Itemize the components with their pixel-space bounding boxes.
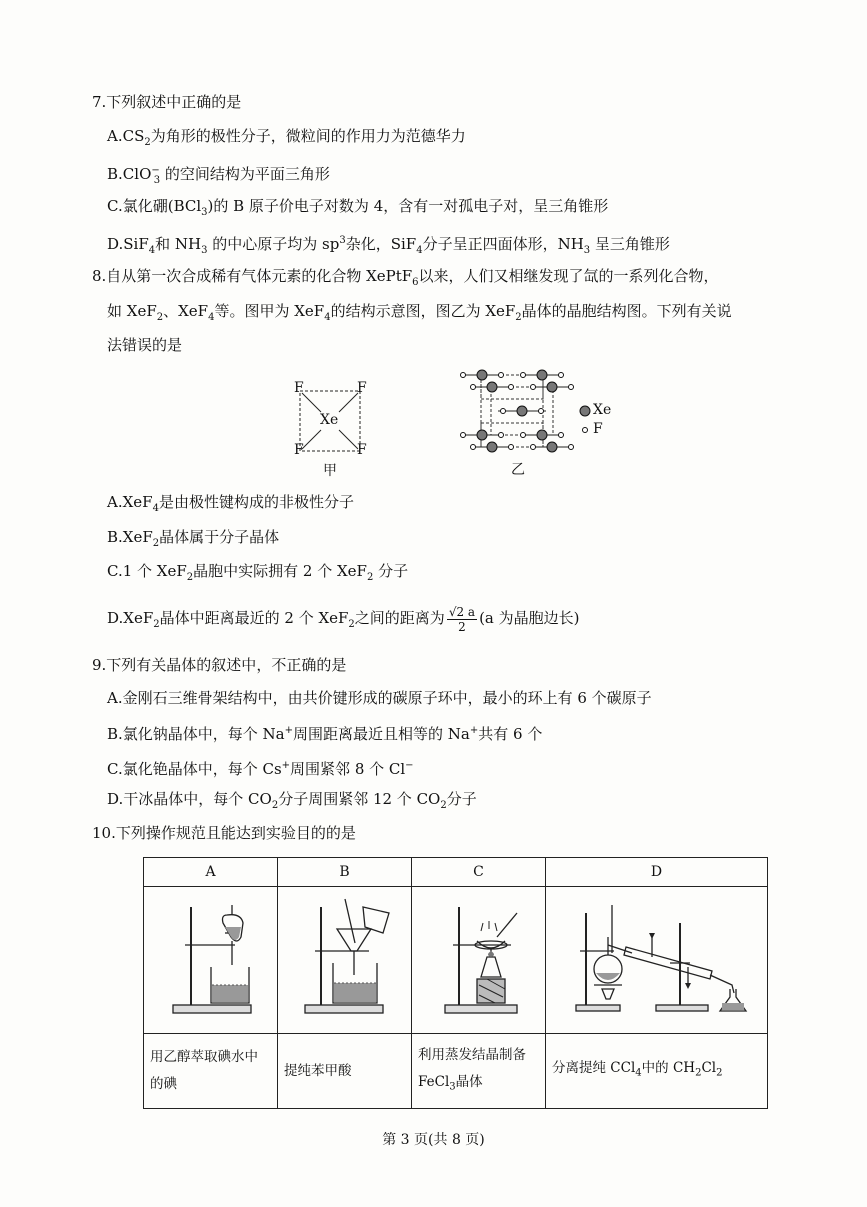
q9-option-a: A.金刚石三维骨架结构中，由共价键形成的碳原子环中，最小的环上有 6 个碳原子 [107, 689, 652, 707]
q8-option-b: B.XeF$_2$晶体属于分子晶体 [107, 528, 280, 549]
caption-c: 利用蒸发结晶制备 FeCl$_3$晶体 [412, 1034, 546, 1109]
q7-option-d: D.SiF$_4$和 $NH_3$ 的中心原子均为 $sp^3$杂化，SiF$_4$分子呈正四面体形，$NH_3$ 呈三角锥形 [107, 235, 670, 256]
q8-option-a: A.XeF$_4$是由极性键构成的非极性分子 [107, 493, 354, 514]
figure-jia-xef4-structure [290, 378, 380, 478]
table-header-row [144, 858, 768, 887]
evaporation-illustration [419, 893, 539, 1023]
distillation-illustration [552, 893, 762, 1023]
q9-stem: 9.下列有关晶体的叙述中，不正确的是 [92, 656, 347, 674]
separatory-funnel-illustration [151, 893, 271, 1023]
q7-option-c: C.氯化硼(BCl$_3$)的 B 原子价电子对数为 4，含有一对孤电子对，呈三角锥形 [107, 197, 609, 218]
q9-option-c: C.氯化铯晶体中，每个 Cs+周围紧邻 8 个 Cl− [107, 760, 414, 778]
q9-option-b: B.氯化钠晶体中，每个 Na+周围距离最近且相等的 Na+共有 6 个 [107, 725, 543, 743]
header-b: B [278, 858, 412, 887]
apparatus-d-distillation [546, 887, 768, 1034]
caption-a: 用乙醇萃取碘水中的碘 [144, 1034, 278, 1109]
q8-stem-line3: 法错误的是 [107, 336, 183, 354]
q8-stem-line2: 如 XeF$_2$、XeF$_4$等。图甲为 XeF$_4$的结构示意图，图乙为 XeF$_2$晶体的晶胞结构图。下列有关说 [107, 302, 732, 323]
page-footer: 第 3 页(共 8 页) [382, 1132, 485, 1148]
q7-option-a: $A.CS_2$为角形的极性分子，微粒间的作用力为范德华力 [107, 127, 466, 148]
apparatus-c-evaporation [412, 887, 546, 1034]
table-caption-row [144, 1034, 768, 1109]
atom-label-f: F [294, 380, 304, 396]
table-image-row [144, 887, 768, 1034]
caption-d: 分离提纯 CCl$_4$中的 $CH_2Cl_2$ [546, 1034, 768, 1109]
distance-fraction: $\frac{√2 a}{2}$ [448, 604, 476, 634]
atom-label-f: F [294, 442, 304, 458]
legend-xe: Xe [593, 402, 612, 418]
atom-label-xe: Xe [320, 412, 339, 428]
apparatus-a-separatory-funnel [144, 887, 278, 1034]
q8-option-c: C.1 个 XeF$_2$晶胞中实际拥有 2 个 XeF$_2$ 分子 [107, 562, 409, 583]
q7-option-b: B.ClO−$_3$ 的空间结构为平面三角形 [107, 165, 330, 186]
header-d: D [546, 858, 768, 887]
atom-label-f: F [357, 442, 367, 458]
figure-label-jia: 甲 [323, 463, 337, 479]
q10-stem: 10.下列操作规范且能达到实验目的的是 [92, 824, 356, 842]
q9-option-d: D.干冰晶体中，每个 $CO_2$分子周围紧邻 12 个 $CO_2$分子 [107, 790, 477, 811]
q8-option-d: D.XeF$_2$晶体中距离最近的 2 个 XeF$_2$之间的距离为 $\frac{√2 a}{2}$ (a 为晶胞边长) [107, 604, 580, 634]
q8-stem-line1: 8.自从第一次合成稀有气体元素的化合物 XePtF$_6$以来，人们又相继发现了氙的一系列化合物， [92, 267, 719, 288]
header-c: C [412, 858, 546, 887]
q7-stem: 7.下列叙述中正确的是 [92, 93, 242, 111]
figure-yi-xef2-unit-cell [455, 365, 625, 480]
legend-f: F [593, 421, 603, 437]
atom-label-f: F [357, 380, 367, 396]
figure-label-yi: 乙 [511, 462, 525, 478]
experiment-table [143, 857, 768, 1109]
filtration-illustration [285, 893, 405, 1023]
apparatus-b-filtration [278, 887, 412, 1034]
caption-b: 提纯苯甲酸 [278, 1034, 412, 1109]
header-a: A [144, 858, 278, 887]
